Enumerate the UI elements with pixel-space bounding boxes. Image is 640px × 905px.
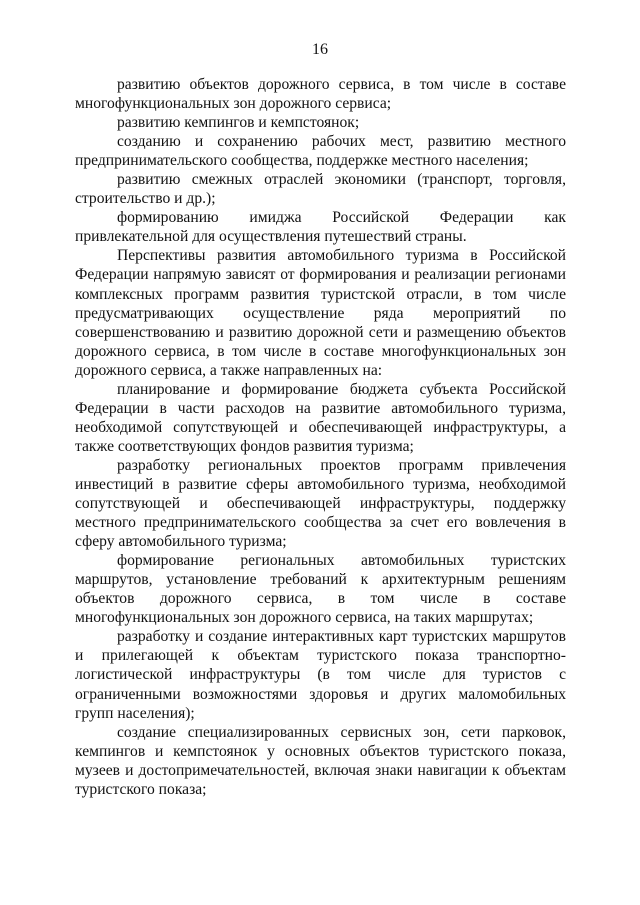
paragraph-service-zones: создание специализированных сервисных зон, сети парковок, кемпингов и кемпстоянок у основных объектов туристского показа, музеев и достопримечательностей, включая знаки навигации к объектам туристского показа;	[75, 723, 566, 798]
page-number: 16	[312, 41, 328, 58]
paragraph-related-industries: развитию смежных отраслей экономики (транспорт, торговля, строительство и др.);	[75, 171, 566, 208]
paragraph-prospects: Перспективы развития автомобильного туризма в Российской Федерации напрямую зависят от формирования и реализации регионами комплексных программ развития туристской отрасли, в том числе предусматривающих осуществление ряда мероприятий по совершенствованию и развитию дорожной сети и размещению объектов дорожного сервиса, в том числе в составе многофункциональных зон дорожного сервиса, а также направленных на:	[75, 247, 566, 379]
paragraph-image: формированию имиджа Российской Федерации как привлекательной для осуществления путешествий страны.	[75, 209, 566, 246]
paragraph-budget-planning: планирование и формирование бюджета субъекта Российской Федерации в части расходов на развитие автомобильного туризма, необходимой сопутствующей и обеспечивающей инфраструктуры, а также соответствующих фондов развития туризма;	[75, 380, 566, 455]
paragraph-investment-programs: разработку региональных проектов программ привлечения инвестиций в развитие сферы автомобильного туризма, необходимой сопутствующей и обеспечивающей инфраструктуры, поддержку местного предпринимательского сообщества за счет его вовлечения в сферу автомобильного туризма;	[75, 456, 566, 551]
paragraph-road-service: развитию объектов дорожного сервиса, в том числе в составе многофункциональных зон дорожного сервиса;	[75, 76, 566, 113]
paragraph-campings: развитию кемпингов и кемпстоянок;	[117, 114, 360, 132]
paragraph-jobs: созданию и сохранению рабочих мест, развитию местного предпринимательского сообщества, поддержке местного населения;	[75, 133, 566, 170]
paragraph-interactive-maps: разработку и создание интерактивных карт туристских маршрутов и прилегающей к объектам туристского показа транспортно-логистической инфраструктуры (в том числе для туристов с ограниченными возможностями здоровья и других маломобильных групп населения);	[75, 628, 566, 722]
document-body	[75, 75, 566, 799]
paragraph-tourist-routes: формирование региональных автомобильных туристских маршрутов, установление требований к архитектурным решениям объектов дорожного сервиса, в том числе в составе многофункциональных зон дорожного сервиса, на таких маршрутах;	[75, 552, 566, 627]
